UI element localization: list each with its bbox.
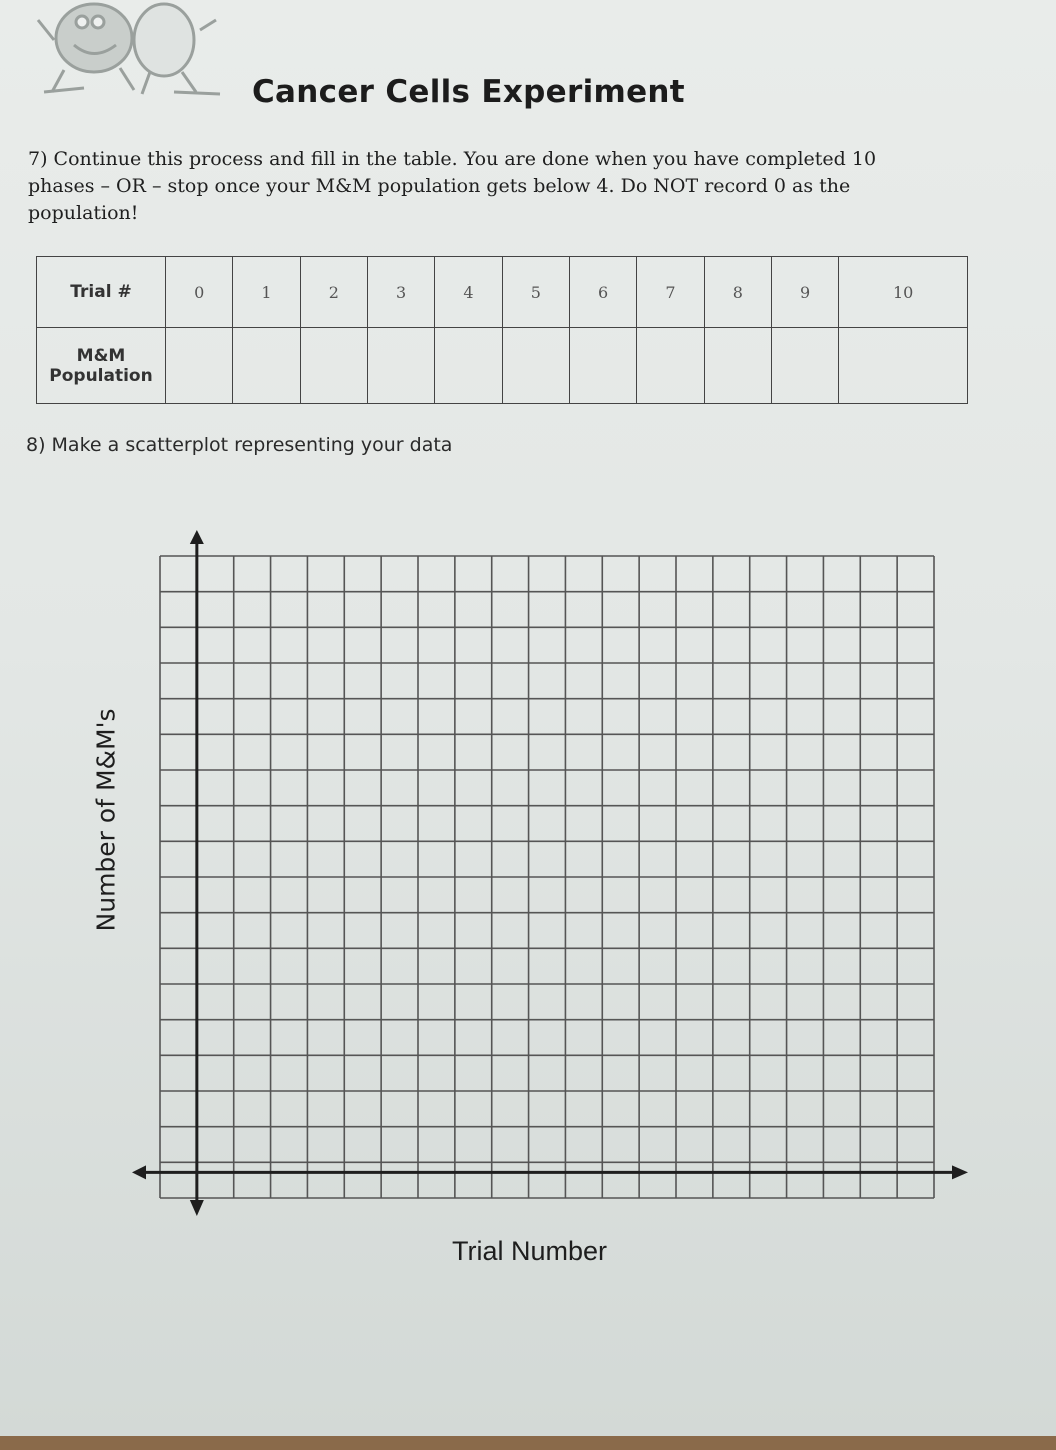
population-header-line1: M&M: [76, 345, 126, 366]
trial-cell: 7: [637, 257, 704, 328]
population-cell[interactable]: [233, 328, 300, 404]
population-cell[interactable]: [502, 328, 569, 404]
population-cell[interactable]: [771, 328, 838, 404]
table-surface: [0, 1436, 1056, 1450]
trial-number-row: [37, 257, 968, 328]
trial-cell: 5: [502, 257, 569, 328]
trial-cell: 9: [771, 257, 838, 328]
trial-cell: 3: [367, 257, 434, 328]
y-axis-down-arrow-icon: [190, 1200, 204, 1216]
y-axis-label: Number of M&M's: [91, 708, 121, 932]
trial-cell: 2: [300, 257, 367, 328]
population-cell[interactable]: [300, 328, 367, 404]
worksheet-title: Cancer Cells Experiment: [252, 74, 685, 110]
trial-cell: 8: [704, 257, 771, 328]
trial-table: [36, 256, 968, 404]
question-7-text: [28, 146, 948, 227]
y-axis-up-arrow-icon: [190, 530, 204, 544]
population-cell[interactable]: [839, 328, 968, 404]
trial-cell: 1: [233, 257, 300, 328]
x-axis-label: Trial Number: [452, 1236, 608, 1266]
trial-cell: 6: [569, 257, 636, 328]
x-axis-right-arrow-icon: [952, 1165, 968, 1179]
question-8-text: 8) Make a scatterplot representing your data: [26, 434, 453, 456]
trial-cell: 0: [166, 257, 233, 328]
population-header: [37, 328, 166, 404]
population-cell[interactable]: [569, 328, 636, 404]
scatterplot-grid[interactable]: [120, 520, 980, 1230]
population-cell[interactable]: [166, 328, 233, 404]
population-cell[interactable]: [704, 328, 771, 404]
trial-cell: 4: [435, 257, 502, 328]
population-cell[interactable]: [637, 328, 704, 404]
population-cell[interactable]: [367, 328, 434, 404]
x-axis-left-arrow-icon: [132, 1165, 146, 1179]
population-header-line2: Population: [49, 365, 153, 386]
trial-header: Trial #: [37, 257, 166, 328]
question-7-line: population!: [28, 202, 139, 224]
population-cell[interactable]: [435, 328, 502, 404]
question-7-line: 7) Continue this process and fill in the table. You are done when you have completed 10: [28, 148, 877, 170]
mm-characters-logo: [24, 0, 224, 100]
population-row: [37, 328, 968, 404]
question-7-line: phases – OR – stop once your M&M population gets below 4. Do NOT record 0 as the: [28, 175, 851, 197]
trial-cell: 10: [839, 257, 968, 328]
